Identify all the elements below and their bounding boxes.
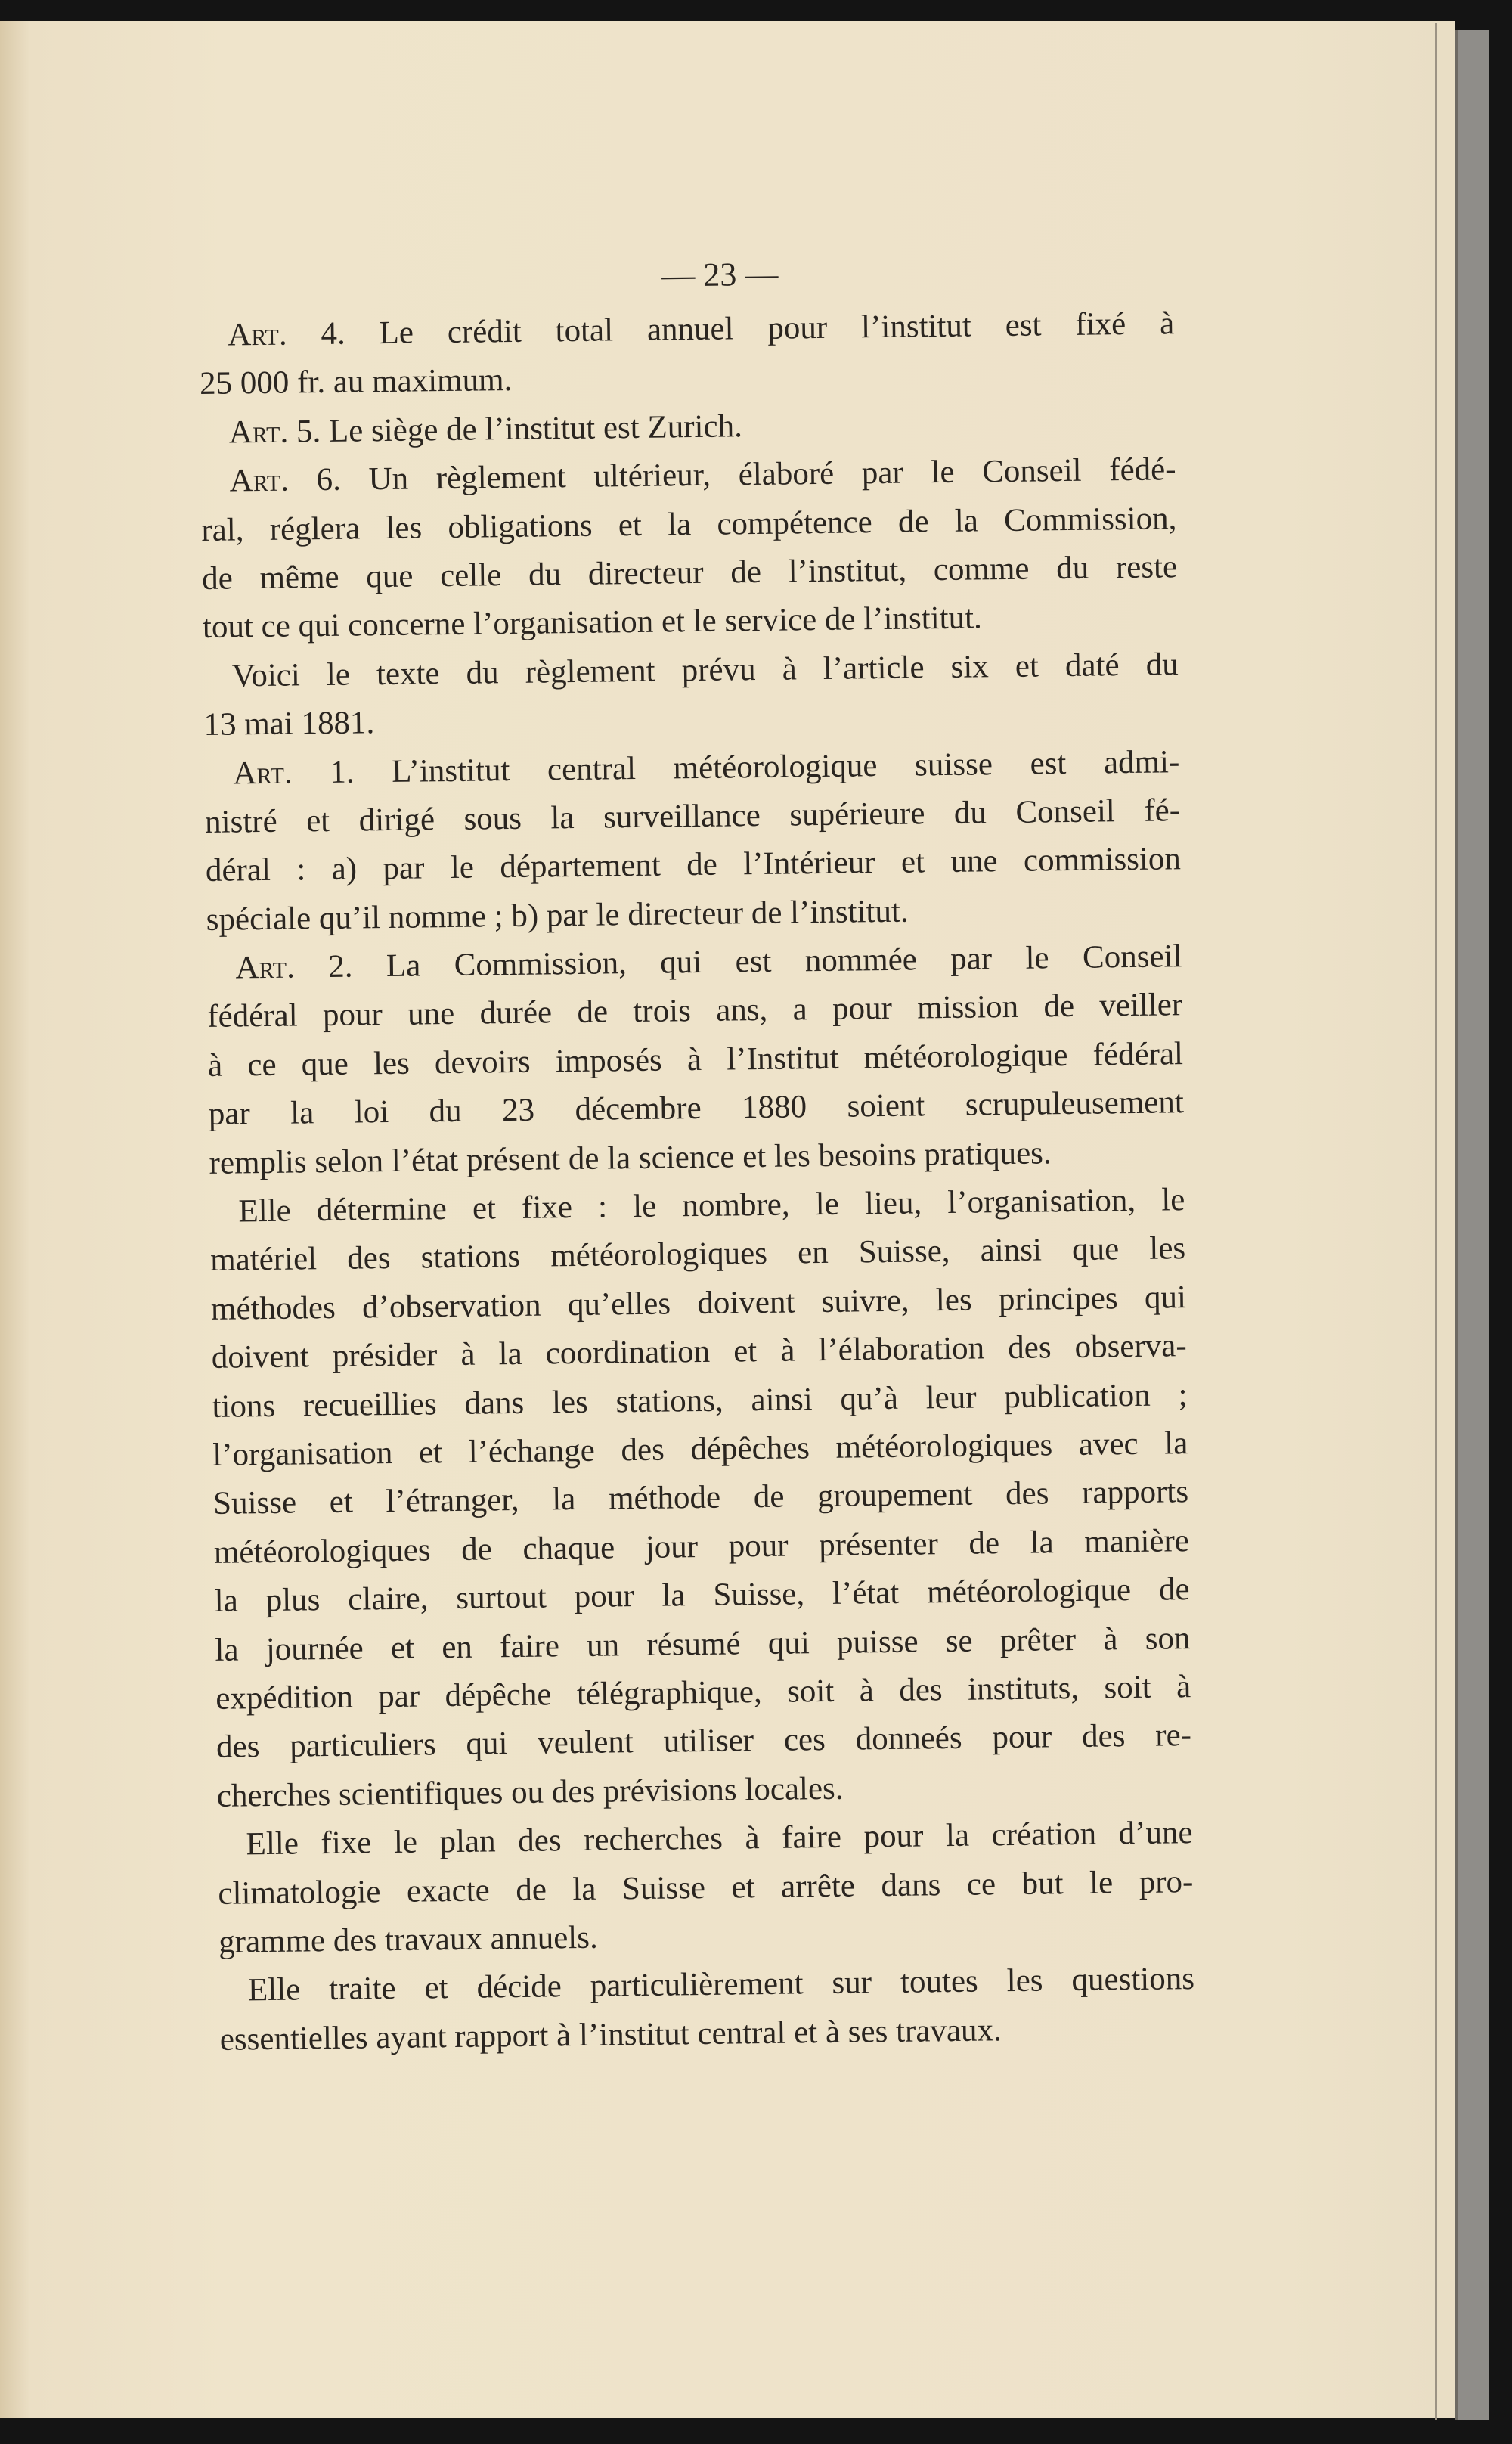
text-line: déral : a) par le département de l’Intérieur et une commission bbox=[205, 841, 1182, 889]
text-line: l’organisation et l’échange des dépêches météorologiques avec la bbox=[212, 1425, 1188, 1473]
text-line: à ce que les devoirs imposés à l’Institut météorologique fédéral bbox=[207, 1036, 1184, 1084]
text-line: méthodes d’observation qu’elles doivent suivre, les principes qui bbox=[210, 1279, 1187, 1327]
text-line: spéciale qu’il nomme ; b) par le directeur de l’institut. bbox=[206, 893, 909, 938]
text-line: climatologie exacte de la Suisse et arrête dans ce but le pro- bbox=[218, 1863, 1194, 1912]
article-label: Art bbox=[233, 755, 285, 791]
text-line: Voici le texte du règlement prévu à l’article six et daté du bbox=[231, 646, 1179, 694]
text-line: gramme des travaux annuels. bbox=[218, 1919, 598, 1960]
book-edge bbox=[1455, 30, 1489, 2420]
text-line: Art. 6. Un règlement ultérieur, élaboré par le Conseil fédé- bbox=[229, 451, 1176, 499]
text-line: météorologiques de chaque jour pour présenter de la manière bbox=[213, 1522, 1190, 1571]
text-line: matériel des stations météorologiques en Suisse, ainsi que les bbox=[209, 1230, 1186, 1279]
page-number: — 23 — bbox=[662, 255, 779, 294]
text-line: Suisse et l’étranger, la méthode de groupement des rapports bbox=[212, 1474, 1189, 1522]
text-line: 25 000 fr. au maximum. bbox=[199, 362, 513, 402]
text-line: remplis selon l’état présent de la science et les besoins pratiques. bbox=[209, 1134, 1052, 1181]
text-line: fédéral pour une durée de trois ans, a pour mission de veiller bbox=[206, 987, 1183, 1035]
text-line: essentielles ayant rapport à l’institut central et à ses travaux. bbox=[219, 2011, 1002, 2058]
text-line: Art. 5. Le siège de l’institut est Zurich. bbox=[228, 408, 743, 451]
page-text bbox=[198, 245, 1195, 2064]
text-line: tions recueillies dans les stations, ainsi qu’à leur publication ; bbox=[212, 1376, 1188, 1425]
text-line: Elle détermine et fixe : le nombre, le lieu, l’organisation, le bbox=[238, 1182, 1185, 1230]
text-line: tout ce qui concerne l’organisation et le service de l’institut. bbox=[202, 600, 983, 646]
text-line: Art. 4. Le crédit total annuel pour l’institut est fixé à bbox=[227, 306, 1175, 353]
text-line: la journée et en faire un résumé qui puisse se prêter à son bbox=[215, 1620, 1191, 1668]
text-line: de même que celle du directeur de l’institut, comme du reste bbox=[201, 549, 1178, 597]
text-line: ral, réglera les obligations et la compétence de la Commission, bbox=[201, 500, 1177, 548]
text-line: Art. 2. La Commission, qui est nommée par le Conseil bbox=[235, 938, 1182, 986]
article-label: Art bbox=[229, 462, 281, 499]
text-line: par la loi du 23 décembre 1880 soient scrupuleusement bbox=[208, 1084, 1185, 1133]
text-line: Elle traite et décide particulièrement sur toutes les questions bbox=[247, 1961, 1195, 2008]
article-label: Art bbox=[227, 316, 280, 353]
text-line: la plus claire, surtout pour la Suisse, l’état météorologique de bbox=[214, 1571, 1190, 1620]
text-line: doivent présider à la coordination et à l’élaboration des observa- bbox=[211, 1328, 1187, 1376]
page-edge-line bbox=[1435, 23, 1437, 2420]
text-line: 13 mai 1881. bbox=[203, 705, 375, 743]
text-line: Elle fixe le plan des recherches à faire pour la création d’une bbox=[246, 1815, 1193, 1862]
article-label: Art bbox=[228, 414, 280, 451]
text-line: nistré et dirigé sous la surveillance supérieure du Conseil fé- bbox=[204, 792, 1181, 840]
text-line: des particuliers qui veulent utiliser ces donneés pour des re- bbox=[215, 1717, 1192, 1766]
text-line: cherches scientifiques ou des prévisions locales. bbox=[216, 1770, 844, 1814]
text-line: Art. 1. L’institut central météorologique suisse est admi- bbox=[233, 743, 1180, 791]
text-line: expédition par dépêche télégraphique, soit à des instituts, soit à bbox=[215, 1669, 1191, 1717]
article-label: Art bbox=[235, 949, 287, 986]
body-text bbox=[199, 299, 1195, 2064]
